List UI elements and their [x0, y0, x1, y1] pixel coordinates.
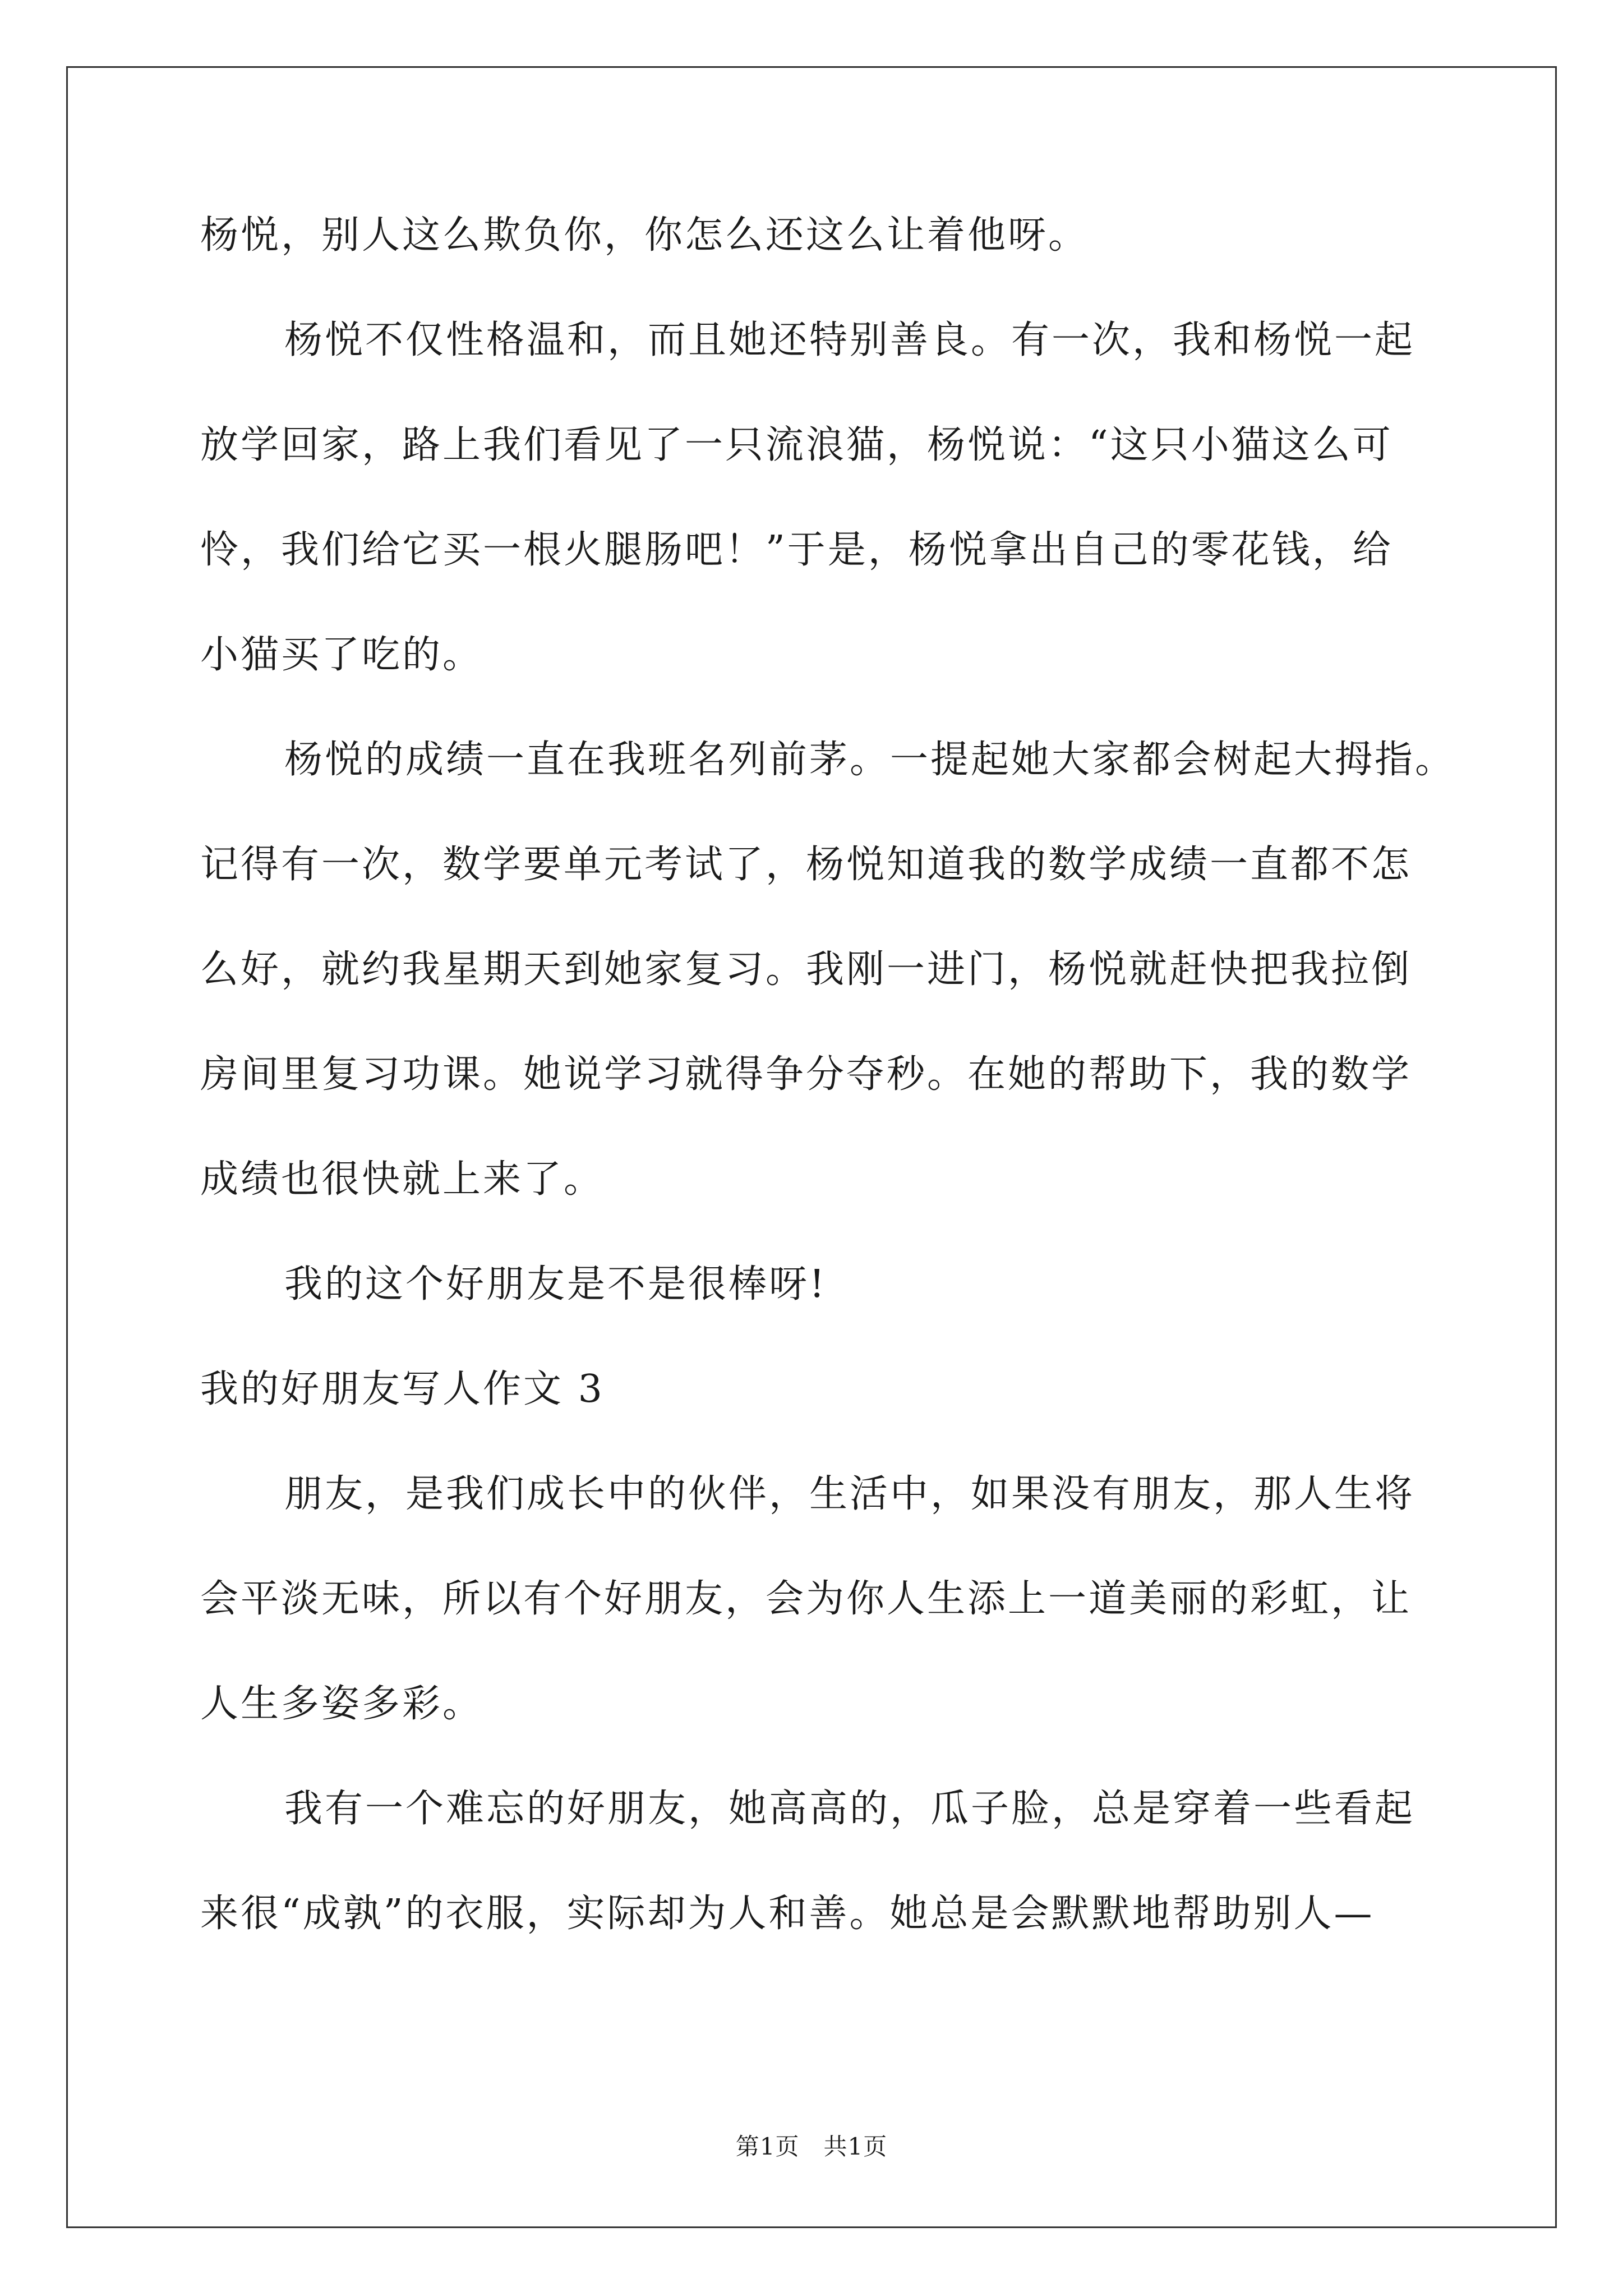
text-line-6: 杨悦的成绩一直在我班名列前茅。一提起她大家都会树起大拇指。	[284, 738, 1456, 782]
text-line-3: 放学回家，路上我们看见了一只流浪猫，杨悦说：“这只小猫这么可	[200, 423, 1393, 467]
text-line-9: 房间里复习功课。她说学习就得争分夺秒。在她的帮助下，我的数学	[200, 1052, 1412, 1097]
text-line-2: 杨悦不仅性格温和，而且她还特别善良。有一次，我和杨悦一起	[284, 318, 1415, 362]
text-line-4: 怜，我们给它买一根火腿肠吧！”于是，杨悦拿出自己的零花钱，给	[200, 528, 1393, 572]
text-line-10: 成绩也很快就上来了。	[200, 1157, 605, 1202]
text-line-13: 朋友，是我们成长中的伙伴，生活中，如果没有朋友，那人生将	[284, 1472, 1415, 1516]
page-footer: 第1页 共1页	[735, 2133, 888, 2160]
text-line-8: 么好，就约我星期天到她家复习。我刚一进门，杨悦就赶快把我拉倒	[200, 947, 1412, 992]
text-line-16: 我有一个难忘的好朋友，她高高的，瓜子脸，总是穿着一些看起	[284, 1787, 1415, 1831]
text-line-5: 小猫买了吃的。	[200, 633, 483, 677]
text-line-14: 会平淡无味，所以有个好朋友，会为你人生添上一道美丽的彩虹，让	[200, 1577, 1412, 1621]
text-line-7: 记得有一次，数学要单元考试了，杨悦知道我的数学成绩一直都不怎	[200, 843, 1412, 887]
text-line-17: 来很“成孰”的衣服，实际却为人和善。她总是会默默地帮助别人—	[200, 1892, 1375, 1936]
text-line-1: 杨悦，别人这么欺负你，你怎么还这么让着他呀。	[200, 213, 1089, 257]
text-line-15: 人生多姿多彩。	[200, 1682, 483, 1726]
section-heading: 我的好朋友写人作文 3	[200, 1367, 605, 1411]
text-line-11: 我的这个好朋友是不是很棒呀!	[284, 1262, 827, 1306]
